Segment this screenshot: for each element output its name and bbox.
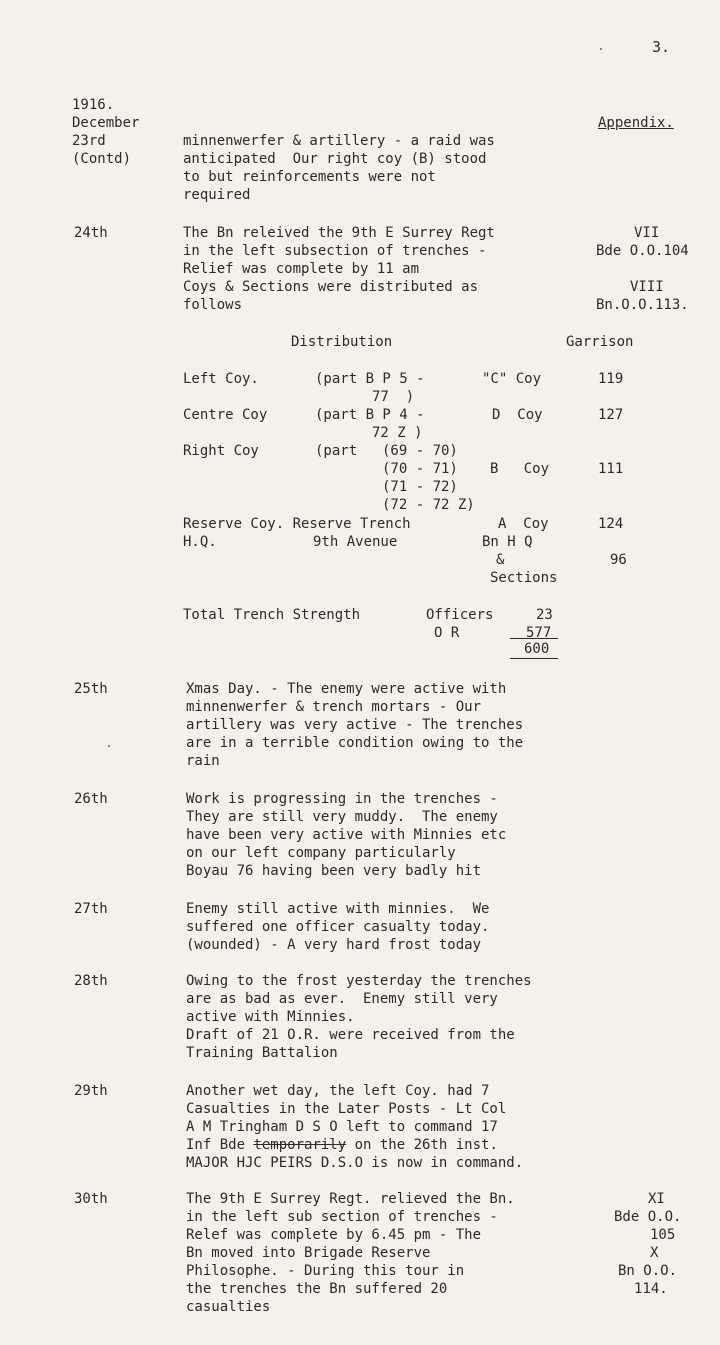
left-coy-garrison: 119 [598,371,624,387]
appendix-ref: Bde O.O. [614,1209,682,1225]
or-label: O R [434,625,460,641]
day-23rd: 23rd [72,133,106,149]
appendix-ref: Bn.O.O.113. [596,297,689,313]
centre-coy-coy: D Coy [492,407,543,423]
right-coy-label: Right Coy [183,443,259,459]
right-coy-range: (71 - 72) [382,479,458,495]
paper-speck [108,745,110,747]
entry-24-line: follows [183,297,243,313]
date-27th: 27th [74,901,108,917]
appendix-ref: Bn O.O. [618,1263,678,1279]
entry-30-line: in the left sub section of trenches - [186,1209,498,1225]
date-26th: 26th [74,791,108,807]
left-coy-part: 77 ) [372,389,415,405]
right-coy-part: (part [315,443,358,459]
hq-coy: Bn H Q [482,534,533,550]
entry-27-line: (wounded) - A very hard frost today [186,937,482,953]
appendix-ref: Bde O.O.104 [596,243,689,259]
right-coy-range: (69 - 70) [382,443,458,459]
garrison-heading: Garrison [566,334,634,350]
entry-28-line: Owing to the frost yesterday the trenches [186,973,532,989]
entry-26-line: Work is progressing in the trenches - [186,791,498,807]
hq-garrison: 96 [610,552,627,568]
entry-25-line: minnenwerfer & trench mortars - Our [186,699,482,715]
entry-27-line: suffered one officer casualty today. [186,919,490,935]
entry-25-line: artillery was very active - The trenches [186,717,524,733]
reserve-coy-label: Reserve Coy. Reserve Trench [183,516,411,532]
entry-30-line: casualties [186,1299,271,1315]
left-coy-coy: "C" Coy [482,371,542,387]
centre-coy-part: (part B P 4 - [315,407,425,423]
appendix-ref: VII [634,225,660,241]
hq-coy: & [496,552,505,568]
hq-coy: Sections [490,570,558,586]
entry-25-line: rain [186,753,220,769]
year: 1916. [72,97,115,113]
date-29th: 29th [74,1083,108,1099]
entry-30-line: Philosophe. - During this tour in [186,1263,465,1279]
entry-24-line: Relief was complete by 11 am [183,261,420,277]
appendix-ref: VIII [630,279,664,295]
entry-28-line: are as bad as ever. Enemy still very [186,991,498,1007]
appendix-ref: X [650,1245,659,1261]
entry-26-line: They are still very muddy. The enemy [186,809,498,825]
entry-25-line: are in a terrible condition owing to the [186,735,524,751]
entry-26-line: on our left company particularly [186,845,456,861]
entry-23-line: to but reinforcements were not [183,169,436,185]
entry-29-text: on the 26th inst. [346,1137,498,1153]
appendix-ref: 114. [634,1281,668,1297]
right-coy-coy: B Coy [490,461,550,477]
entry-28-line: Training Battalion [186,1045,338,1061]
date-25th: 25th [74,681,108,697]
entry-30-line: Bn moved into Brigade Reserve [186,1245,431,1261]
or-count: 577 [526,625,552,641]
entry-23-line: minnenwerfer & artillery - a raid was [183,133,495,149]
officers-label: Officers [426,607,494,623]
total-count: 600 [524,641,550,657]
sum-rule [510,658,558,659]
entry-28-line: Draft of 21 O.R. were received from the [186,1027,515,1043]
total-label: Total Trench Strength [183,607,361,623]
reserve-coy-garrison: 124 [598,516,624,532]
centre-coy-label: Centre Coy [183,407,268,423]
entry-24-line: The Bn releived the 9th E Surrey Regt [183,225,495,241]
date-24th: 24th [74,225,108,241]
officers-count: 23 [536,607,553,623]
distribution-heading: Distribution [291,334,393,350]
entry-29-line: Another wet day, the left Coy. had 7 [186,1083,490,1099]
reserve-coy-coy: A Coy [498,516,549,532]
date-30th: 30th [74,1191,108,1207]
date-28th: 28th [74,973,108,989]
entry-28-line: active with Minnies. [186,1009,355,1025]
entry-25-line: Xmas Day. - The enemy were active with [186,681,507,697]
page-number: 3. [652,38,671,56]
appendix-ref: 105 [650,1227,676,1243]
appendix-heading: Appendix. [598,115,674,131]
left-coy-label: Left Coy. [183,371,259,387]
entry-23-line: required [183,187,251,203]
hq-location: 9th Avenue [313,534,398,550]
entry-26-line: have been very active with Minnies etc [186,827,507,843]
right-coy-range: (70 - 71) [382,461,458,477]
right-coy-range: (72 - 72 Z) [382,497,475,513]
contd-label: (Contd) [72,151,132,167]
entry-29-line: Casualties in the Later Posts - Lt Col [186,1101,507,1117]
right-coy-garrison: 111 [598,461,624,477]
entry-29-line: MAJOR HJC PEIRS D.S.O is now in command. [186,1155,524,1171]
entry-30-line: The 9th E Surrey Regt. relieved the Bn. [186,1191,515,1207]
sum-rule [510,638,558,639]
entry-26-line: Boyau 76 having been very badly hit [186,863,482,879]
appendix-ref: XI [648,1191,665,1207]
entry-24-line: in the left subsection of trenches - [183,243,487,259]
entry-23-line: anticipated Our right coy (B) stood [183,151,487,167]
entry-29-line [186,1136,498,1154]
entry-30-line: the trenches the Bn suffered 20 [186,1281,448,1297]
centre-coy-garrison: 127 [598,407,624,423]
entry-24-line: Coys & Sections were distributed as [183,279,479,295]
struck-word: temporarily [253,1137,347,1153]
left-coy-part: (part B P 5 - [315,371,425,387]
entry-27-line: Enemy still active with minnies. We [186,901,490,917]
centre-coy-part: 72 Z ) [372,425,423,441]
hq-label: H.Q. [183,534,217,550]
entry-30-line: Relef was complete by 6.45 pm - The [186,1227,482,1243]
entry-29-text: Inf Bde [186,1137,254,1153]
paper-speck [600,48,602,50]
month: December [72,115,140,131]
entry-29-line: A M Tringham D S O left to command 17 [186,1119,498,1135]
